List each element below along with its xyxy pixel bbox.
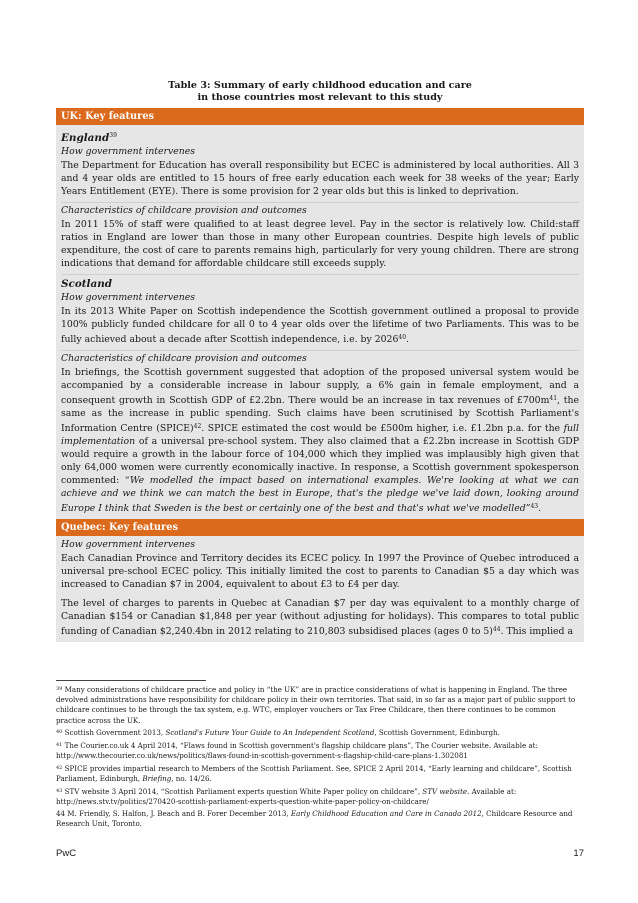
footnote-40 — [56, 727, 584, 738]
scotland-char-italic: full implementation — [61, 423, 579, 447]
footnote-italic: Briefing — [142, 774, 172, 784]
page-number: 17 — [573, 848, 584, 859]
footnote-italic: STV website — [422, 786, 468, 796]
quebec-gov-text: Each Canadian Province and Territory decides its ECEC policy. In 1997 the Province of Quebec introduced a universal pre-school ECEC policy. This initially limited the cost to parents to Canadian $5 a day which was increased to Canadian $7 in 2004, equivalent to about £3 to £4 per day. — [61, 553, 579, 590]
footnote-italic: Scotland's Future Your Guide to An Independent Scotland — [165, 728, 375, 738]
footnote-ref-43: 43 — [530, 503, 539, 510]
footnote-42 — [56, 763, 584, 784]
footnote-text: , Childcare Resource and Research Unit, Toronto. — [56, 808, 573, 828]
quebec-section-header: Quebec: Key features — [56, 519, 584, 536]
footnote-ref-44: 44 — [492, 626, 501, 633]
footnotes — [56, 684, 584, 831]
footnote-italic: Early Childhood Education and Care in Canada 2012 — [290, 808, 482, 818]
scotland-heading: Scotland — [61, 278, 113, 290]
england-name: England — [61, 132, 110, 144]
footnote-text: , Scottish Government, Edinburgh. — [374, 728, 500, 738]
footnote-number: 42 — [56, 764, 63, 771]
quebec-section-body — [56, 536, 584, 642]
scotland-quote: “We modelled the impact based on international examples. We're looking at what we can achieve and we think we can match the best in Europe, that's the pledge we've laid down, looking around Europe I think that Sweden is the best or certainly one of the best and that's what we've modelled” — [61, 475, 580, 514]
footnote-41 — [56, 740, 584, 761]
quebec-cost-end: . This implied a — [500, 626, 573, 637]
footnote-39 — [56, 684, 584, 726]
scotland-char-end: . — [538, 503, 542, 514]
divider — [61, 274, 579, 275]
divider — [61, 202, 579, 203]
uk-section-header: UK: Key features — [56, 108, 584, 125]
footnote-number: 40 — [56, 729, 63, 736]
footnote-text: , no. 14/26. — [171, 774, 212, 784]
footnote-number: 39 — [56, 686, 63, 692]
england-heading — [61, 129, 579, 145]
quebec-cost-text — [61, 597, 579, 638]
scotland-gov-heading: How government intervenes — [61, 292, 196, 303]
footnote-43 — [56, 786, 584, 807]
table-title-line-2: in those countries most relevant to this study — [197, 92, 443, 103]
footnote-text: The Courier.co.uk 4 April 2014, “Flaws found in Scottish government's flagship childcare plans”, The Courier website. Available at: http://www.thecourier.co.uk/news/politics/flaws-found-in-scottish-government-s-flagship-child-care-plans-1.302081 — [56, 741, 538, 761]
footnote-text: . Available at: http://news.stv.tv/politics/270420-scottish-parliament-experts-question-white-paper-policy-on-childcare/ — [56, 786, 517, 807]
england-gov-text: The Department for Education has overall responsibility but ECEC is administered by local authorities. All 3 and 4 year olds are entitled to 15 hours of free early education each week for 38 weeks of the year; Early Years Entitlement (EYE). There is some provision for 2 year olds but this is linked to deprivation. — [61, 160, 579, 197]
footnote-text: SPICE provides impartial research to Members of the Scottish Parliament. See, SPICE 2 April 2014, “Early learning and childcare”, Scottish Parliament, Edinburgh, — [56, 763, 572, 784]
footnote-ref-39: 39 — [109, 132, 117, 139]
footer-brand: PwC — [56, 848, 77, 859]
footnote-number: 41 — [56, 742, 63, 749]
scotland-char-heading: Characteristics of childcare provision and outcomes — [61, 353, 307, 364]
scotland-gov-text: In its 2013 White Paper on Scottish independence the Scottish government outlined a proposal to provide 100% publicly funded childcare for all 0 to 4 year olds over the lifetime of two Parliaments. This was to be fully achieved about a decade after Scottish independence, i.e. by 2026$^{40}$. — [61, 306, 579, 345]
england-char-heading: Characteristics of childcare provision and outcomes — [61, 205, 307, 216]
footnote-number: 44 — [56, 808, 66, 818]
footnote-ref-40: 40 — [398, 334, 407, 341]
footnote-separator — [56, 680, 206, 681]
table-title — [56, 80, 584, 104]
footnote-ref-42: 42 — [193, 423, 202, 430]
footnote-text: STV website 3 April 2014, “Scottish Parliament experts question White Paper policy on childcare”, — [64, 786, 423, 796]
uk-section-body — [56, 125, 584, 519]
footnote-text: M. Friendly, S. Halfon, J. Beach and B. Forer December 2013, — [67, 808, 291, 818]
scotland-gov-text-body: In its 2013 White Paper on Scottish independence the Scottish government outlined a proposal to provide 100% publicly funded childcare for all 0 to 4 year olds over the lifetime of two Parliaments. This was to be fully achieved about a decade after Scottish independence, i.e. by 2026 — [61, 306, 579, 345]
summary-table — [56, 108, 584, 642]
scotland-char-text-1: In briefings, the Scottish government suggested that adoption of the proposed universal system would be accompanied by a considerable increase in labour supply, a 6% gain in female employment, and a consequent growth in Scottish GDP of £2.2bn. There would be an increase in tax revenues of £700m — [61, 367, 579, 406]
quebec-cost-body: The level of charges to parents in Quebec at Canadian $7 per day was equivalent to a monthly charge of Canadian $154 or Canadian $1,848 per year (without adjusting for holidays). This compares to total public funding of Canadian $2,240.4bn in 2012 relating to 210,803 subsidised places (ages 0 to 5) — [61, 598, 579, 637]
england-gov-heading: How government intervenes — [61, 146, 196, 157]
footnote-text: Scottish Government 2013, — [64, 728, 166, 738]
scotland-char-text-4: of a universal pre-school system. They also claimed that a £2.2bn increase in Scottish GDP would require a growth in the labour force of 104,000 which they implied was implausibly high given that only 64,000 women were currently economically inactive. In response, a Scottish government spokesperson commented: — [61, 436, 579, 486]
quebec-gov-heading: How government intervenes — [61, 539, 196, 550]
spacer — [61, 591, 579, 596]
scotland-char-text-2: , the same as the increase in public spending. Such claims have been scrutinised by Scottish Parliament's Information Centre (SPICE) — [61, 395, 579, 434]
england-char-text: In 2011 15% of staff were qualified to at least degree level. Pay in the sector is relatively low. Child:staff ratios in England are lower than those in many other European countries. Despite high levels of public expenditure, the cost of care to parents remains high, particularly for very young children. There are strong indications that demand for affordable childcare still exceeds supply. — [61, 219, 579, 269]
table-title-line-1: Table 3: Summary of early childhood education and care — [168, 80, 472, 91]
scotland-char-text — [61, 366, 579, 515]
divider — [61, 350, 579, 351]
scotland-char-text-3: . SPICE estimated the cost would be £500m higher, i.e. £1.2bn p.a. for the — [201, 423, 564, 434]
footnote-text: Many considerations of childcare practice and policy in “the UK” are in practice considerations of what is happening in England. The three devolved administrations have responsibility for childcare policy in their own territories. That said, in so far as a major part of public support to childcare continues to be through the tax system, e.g. WTC, employer vouchers or Tax Free Childcare, then there continues to be common practice across the UK. — [56, 685, 576, 725]
footnote-ref-41: 41 — [549, 395, 558, 402]
footnote-44 — [56, 809, 584, 829]
footnote-number: 43 — [56, 787, 63, 794]
